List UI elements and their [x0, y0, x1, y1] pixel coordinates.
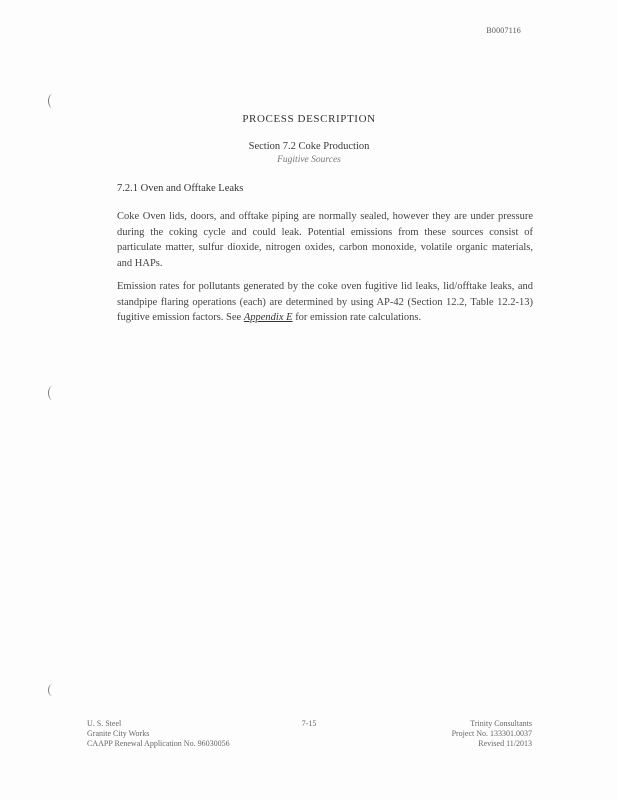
punch-hole-mark: [48, 94, 57, 108]
footer-company: U. S. Steel: [87, 719, 122, 728]
subsection-heading: 7.2.1 Oven and Offtake Leaks: [117, 183, 244, 194]
footer-consultant: Trinity Consultants: [470, 719, 532, 728]
punch-hole-mark: [48, 684, 57, 696]
paragraph-1: Coke Oven lids, doors, and offtake piping are normally sealed, however they are under pressure during the coking cycle and could leak. Potential emissions from these sources consist of particulate matter, sulfur dioxide, nitrogen oxides, carbon monoxide, volatile organic materials, and HAPs.: [117, 211, 533, 269]
footer-facility: Granite City Works: [87, 729, 150, 738]
paragraph-2: [117, 279, 533, 326]
document-number: B0007116: [486, 26, 521, 35]
footer-project: Project No. 133301.0037: [451, 729, 532, 738]
paragraph-2-tail: for emission rate calculations.: [292, 312, 422, 323]
section-title: Section 7.2 Coke Production: [248, 141, 370, 152]
page-number: 7-15: [301, 719, 317, 728]
page-title: PROCESS DESCRIPTION: [242, 113, 376, 125]
footer-right: [452, 719, 532, 749]
punch-hole-mark: [48, 386, 57, 400]
paragraph-2-text: Emission rates for pollutants generated by the coke oven fugitive lid leaks, lid/offtake leaks, and standpipe flaring operations (each) are determined by using AP-42 (Section 12.2, Table 12.2-13) fugitive emission factors. See: [117, 281, 533, 323]
section-subtitle: Fugitive Sources: [277, 155, 341, 165]
appendix-reference: Appendix E: [243, 312, 293, 323]
footer-revision: Revised 11/2013: [478, 739, 532, 748]
footer-application: CAAPP Renewal Application No. 96030056: [87, 739, 230, 748]
